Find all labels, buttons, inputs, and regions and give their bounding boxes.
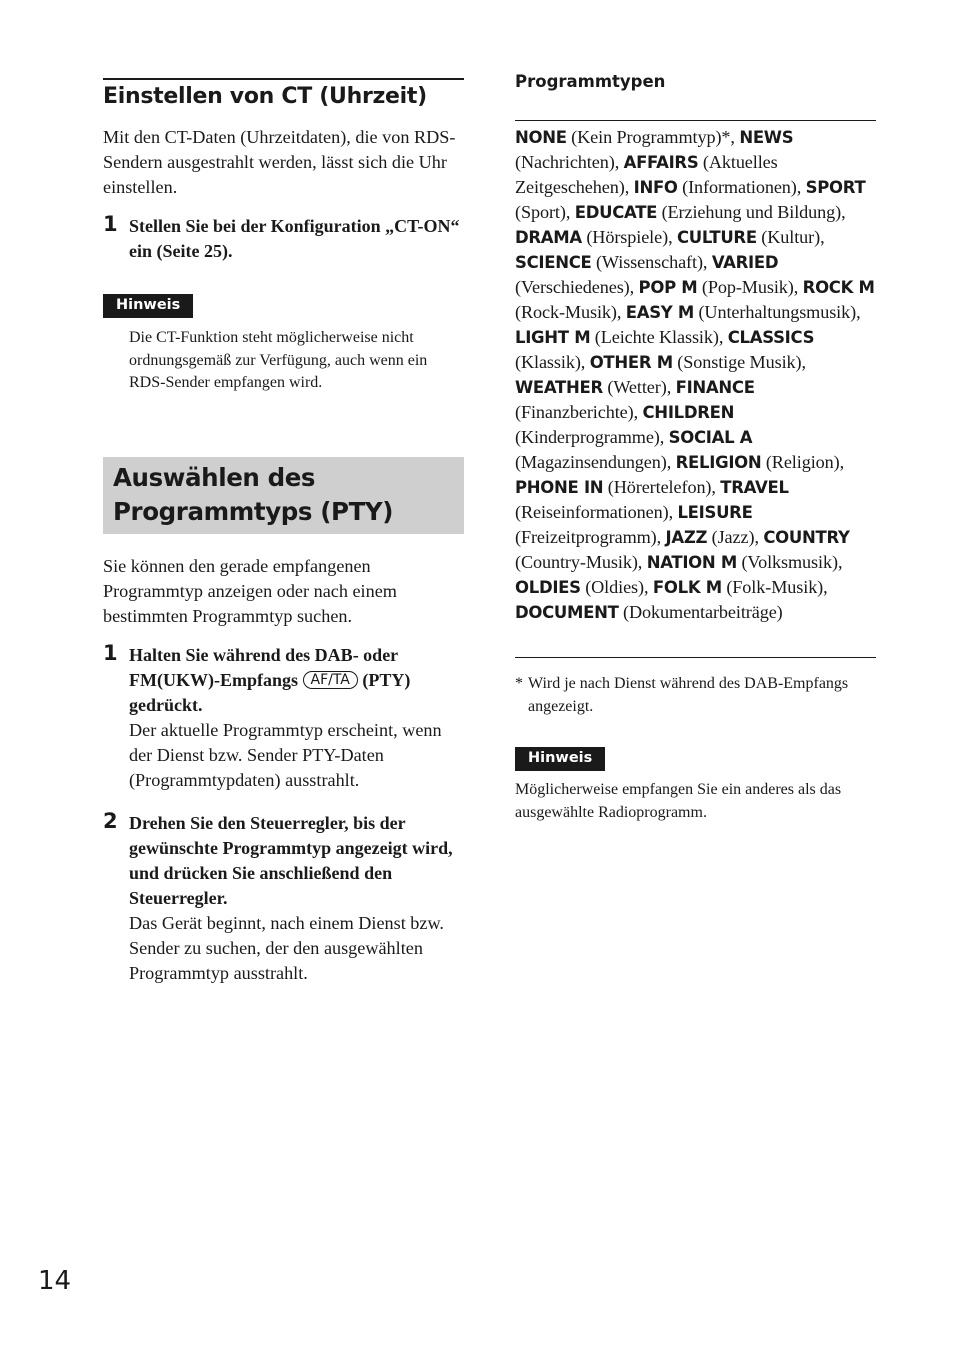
step-number: 1 xyxy=(103,641,118,665)
step-number: 2 xyxy=(103,809,118,833)
pty-code: POP M xyxy=(638,278,698,297)
pty-code: EASY M xyxy=(625,303,695,322)
pty-description: (Finanzberichte) xyxy=(515,402,634,422)
pty-code: RELIGION xyxy=(675,453,762,472)
pty-description: (Country-Musik) xyxy=(515,552,638,572)
pty-code: NONE xyxy=(515,128,567,147)
footnote-mark: * xyxy=(515,675,523,692)
step-title xyxy=(129,643,464,718)
pty-description: (Jazz) xyxy=(711,527,755,547)
pty-code: EDUCATE xyxy=(574,203,658,222)
pty-step-1 xyxy=(103,643,464,793)
pty-code: FINANCE xyxy=(675,378,755,397)
list-top-rule xyxy=(515,120,876,121)
pty-code: LIGHT M xyxy=(515,328,591,347)
step-description: Das Gerät beginnt, nach einem Dienst bzw. Sender zu suchen, der den ausgewählten Programmtyp ausstrahlt. xyxy=(129,913,444,983)
pty-description: (Erziehung und Bildung) xyxy=(661,202,842,222)
pty-code: FOLK M xyxy=(652,578,722,597)
pty-description: (Klassik) xyxy=(515,352,581,372)
footnote-text: Wird je nach Dienst während des DAB-Empfangs angezeigt. xyxy=(528,675,849,715)
pty-step-2 xyxy=(103,811,464,986)
ct-intro-paragraph: Mit den CT-Daten (Uhrzeitdaten), die von RDS-Sendern ausgestrahlt werden, lässt sich die Uhr einstellen. xyxy=(103,127,456,197)
pty-description: (Leichte Klassik) xyxy=(594,327,719,347)
pty-description: (Religion) xyxy=(765,452,840,472)
pty-code: SPORT xyxy=(805,178,866,197)
pty-code: TRAVEL xyxy=(720,478,789,497)
pty-description: (Sport) xyxy=(515,202,566,222)
ct-section-heading: Einstellen von CT (Uhrzeit) xyxy=(103,84,427,109)
pty-code: INFO xyxy=(633,178,678,197)
step-title: Stellen Sie bei der Konfiguration „CT-ON“ ein (Seite 25). xyxy=(129,216,460,261)
step-number: 1 xyxy=(103,212,118,236)
pty-description: (Volksmusik) xyxy=(741,552,838,572)
step-title-text-end: (PTY) gedrückt. xyxy=(129,670,411,715)
pty-description: (Hörspiele) xyxy=(586,227,669,247)
radio-note-badge: Hinweis xyxy=(515,747,605,771)
pty-code: SCIENCE xyxy=(515,253,592,272)
af-ta-key-icon: AF/TA xyxy=(303,671,358,689)
pty-code: COUNTRY xyxy=(763,528,850,547)
pty-description: (Aktuelles Zeitgeschehen) xyxy=(515,152,778,197)
pty-code: DRAMA xyxy=(515,228,582,247)
pty-code: NEWS xyxy=(739,128,794,147)
pty-description: (Hörertelefon) xyxy=(607,477,712,497)
pty-code: SOCIAL A xyxy=(668,428,753,447)
ct-step-1 xyxy=(103,214,464,264)
section-top-rule xyxy=(103,78,464,80)
pty-description: (Wetter) xyxy=(607,377,667,397)
pty-description: (Sonstige Musik) xyxy=(677,352,802,372)
pty-code: WEATHER xyxy=(515,378,603,397)
pty-description: (Nachrichten) xyxy=(515,152,615,172)
radio-note-text: Möglicherweise empfangen Sie ein anderes als das ausgewählte Radioprogramm. xyxy=(515,781,842,821)
pty-description: (Folk-Musik) xyxy=(726,577,824,597)
step-title-text: Halten Sie während des DAB- oder FM(UKW)-Empfangs xyxy=(129,645,398,690)
pty-code: CHILDREN xyxy=(642,403,735,422)
pty-description: (Kinderprogramme) xyxy=(515,427,660,447)
ct-note-text: Die CT-Funktion steht möglicherweise nicht ordnungsgemäß zur Verfügung, auch wenn ein RDS-Sender empfangen wird. xyxy=(129,329,428,391)
footnote xyxy=(515,673,876,718)
list-bottom-rule xyxy=(515,657,876,658)
pty-description: (Reiseinformationen) xyxy=(515,502,669,522)
pty-description: (Oldies) xyxy=(585,577,644,597)
pty-code: ROCK M xyxy=(802,278,875,297)
pty-section-heading: Auswählen des Programmtyps (PTY) xyxy=(113,463,394,526)
pty-description: (Unterhaltungsmusik) xyxy=(698,302,857,322)
pty-code: CLASSICS xyxy=(727,328,815,347)
pty-description: (Pop-Musik) xyxy=(701,277,794,297)
step-title: Drehen Sie den Steuerregler, bis der gewünschte Programmtyp angezeigt wird, und drücken Sie anschließend den Steuerregler. xyxy=(129,813,453,908)
pty-description: (Informationen) xyxy=(682,177,797,197)
program-types-list: NONE (Kein Programmtyp)*, NEWS (Nachrichten), AFFAIRS (Aktuelles Zeitgeschehen), INFO (Informationen), SPORT (Sport), EDUCATE (Erziehung und Bildung), DRAMA (Hörspiele), CULTURE (Kultur), SCIENCE (Wissenschaft), VARIED (Verschiedenes), POP M (Pop-Musik), ROCK M (Rock-Musik), EASY M (Unterhaltungsmusik), LIGHT M (Leichte Klassik), CLASSICS (Klassik), OTHER M (Sonstige Musik), WEATHER (Wetter), FINANCE (Finanzberichte), CHILDREN (Kinderprogramme), SOCIAL A (Magazinsendungen), RELIGION (Religion), PHONE IN (Hörertelefon), TRAVEL (Reiseinformationen), LEISURE (Freizeitprogramm), JAZZ (Jazz), COUNTRY (Country-Musik), NATION M (Volksmusik), OLDIES (Oldies), FOLK M (Folk-Musik), DOCUMENT (Dokumentarbeiträge) xyxy=(515,127,875,622)
pty-code: NATION M xyxy=(646,553,737,572)
pty-description: (Dokumentarbeiträge) xyxy=(623,602,783,622)
step-description: Der aktuelle Programmtyp erscheint, wenn der Dienst bzw. Sender PTY-Daten (Programmtypdaten) ausstrahlt. xyxy=(129,720,442,790)
pty-description: (Wissenschaft) xyxy=(595,252,703,272)
pty-code: JAZZ xyxy=(665,528,708,547)
pty-description: (Kultur) xyxy=(761,227,821,247)
pty-code: CULTURE xyxy=(676,228,757,247)
page-number: 14 xyxy=(38,1266,72,1296)
program-types-heading: Programmtypen xyxy=(515,72,666,91)
pty-code: OLDIES xyxy=(515,578,581,597)
pty-description: (Verschiedenes) xyxy=(515,277,630,297)
pty-code: OTHER M xyxy=(589,353,673,372)
pty-code: DOCUMENT xyxy=(515,603,619,622)
ct-note-badge: Hinweis xyxy=(103,294,193,318)
pty-description: (Kein Programmtyp)* xyxy=(571,127,731,147)
pty-description: (Rock-Musik) xyxy=(515,302,617,322)
pty-description: (Freizeitprogramm) xyxy=(515,527,657,547)
pty-section-banner xyxy=(103,457,464,534)
pty-code: PHONE IN xyxy=(515,478,604,497)
pty-code: AFFAIRS xyxy=(623,153,699,172)
pty-code: LEISURE xyxy=(677,503,753,522)
pty-description: (Magazinsendungen) xyxy=(515,452,667,472)
pty-code: VARIED xyxy=(711,253,779,272)
pty-intro-paragraph: Sie können den gerade empfangenen Programmtyp anzeigen oder nach einem bestimmten Programmtyp suchen. xyxy=(103,556,397,626)
